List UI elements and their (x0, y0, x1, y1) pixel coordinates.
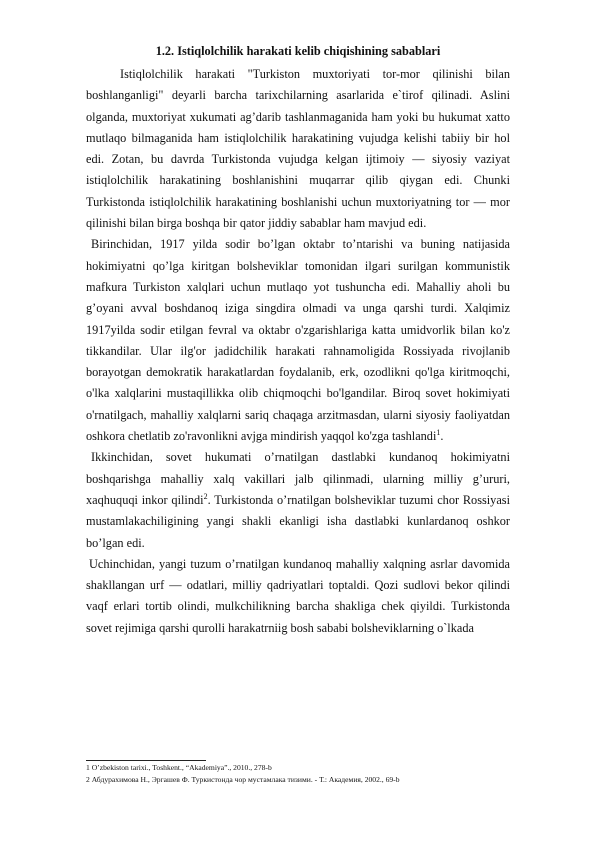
paragraph-first-reason (86, 234, 510, 447)
paragraph-first-reason-end: . (440, 429, 444, 444)
paragraph-first-reason-text: Birinchidan, 1917 yilda sodir bo’lgan oktabr to’ntarishi va buning natijasida hokimiyatni qo’lga kiritgan bolsheviklar tomonidan ilgari surilgan kommunistik mafkura Turkiston xalqlari uchun mutlaqo yot tushuncha edi. Mahalliy aholi bu g’oyani avval boshdanoq iziga singdira olmadi va unga qarshi turdi. Xalqimiz 1917yilda sodir etilgan fevral va oktabr o'zgarishlariga katta umidvorlik bilan ko'z tikkandilar. Ular ilg'or jadidchilik harakati rahnamoligida Rossiyada rivojlanib borayotgan demokratik harakatlardan foydalanib, erk, ozodlikni qo'lga kiritmoqchi, o'lka xalqlarini mustaqillikka olib chiqmoqchi bo'lgandilar. Biroq sovet hokimiyati o'rnatilgach, mahalliy xalqlarni sariq chaqaga arzitmasdan, ularni siyosiy faoliyatdan oshkora chetlatib zo'ravonlikni avjga mindirish yaqqol ko'zga tashlandi (86, 237, 510, 444)
paragraph-third-reason: Uchinchidan, yangi tuzum o’rnatilgan kundanoq mahalliy xalqning asrlar davomida shakllangan urf — odatlari, milliy qadriyatlari toptaldi. Qozi sudlovi bekor qilindi vaqf erlari tortib olindi, mulkchilikning barcha shakliga chek qiyildi. Turkistonda sovet rejimiga qarshi qurolli harakatrniig bosh sababi bolsheviklarning o`lkada (86, 556, 510, 635)
body-text (86, 64, 510, 639)
paragraph-second-reason-text: Ikkinchidan, sovet hukumati o’rnatilgan dastlabki kundanoq hokimiyatni boshqarishga mahalliy xalq vakillari jalb qilinmadi, ularning milliy g’ururi, xaqhuquqi inkor qilindi (86, 450, 510, 507)
footnote-ref-2[interactable]: 2 (203, 491, 208, 501)
footnotes (86, 762, 510, 786)
paragraph-intro: Istiqlolchilik harakati "Turkiston muxtoriyati tor-mor qilinishi bilan boshlanganligi" deyarli barcha tarixchilarning asarlarida e`tirof qilinadi. Aslini olganda, muxtoriyat xukumati ag’darib tashlanmaganida ham yoki bu hukumat xatto mutlaqo bilmaganida ham istiqlolchilik harakatining vujudga kelishi tabiiy bir hol edi. Zotan, bu davrda Turkistonda vujudga kelgan ijtimoiy — siyosiy vaziyat istiqlolchilik harakatining boshlanishini muqarrar qilib qiygan edi. Chunki Turkistonda istiqlolchilik harakatining boshlanishi uchun muxtoriyatning tor — mor qilinishi bilan birga boshqa bir qator jiddiy sabablar ham mavjud edi. (86, 67, 510, 231)
footnote-ref-1[interactable]: 1 (436, 427, 441, 437)
footnote-separator (86, 760, 206, 761)
footnote-2: 2 Абдурахимова Н., Эргашев Ф. Туркистонда чор мустамлака тизими. - Т.: Академия, 2002., 69-b (86, 775, 400, 784)
footnote-1: 1 O’zbekiston tarixi., Toshkent., “Akademiya”., 2010., 278-b (86, 763, 272, 772)
paragraph-second-reason (86, 447, 510, 553)
paragraph-second-reason-end: . Turkistonda o’rnatilgan bolsheviklar tuzumi chor Rossiyasi mustamlakachiligining yangi shakli ekanligi isha dastlabki kunlardanoq oshkor bo’lgan edi. (86, 492, 510, 550)
section-heading: 1.2. Istiqlolchilik harakati kelib chiqishining sabablari (155, 44, 441, 58)
